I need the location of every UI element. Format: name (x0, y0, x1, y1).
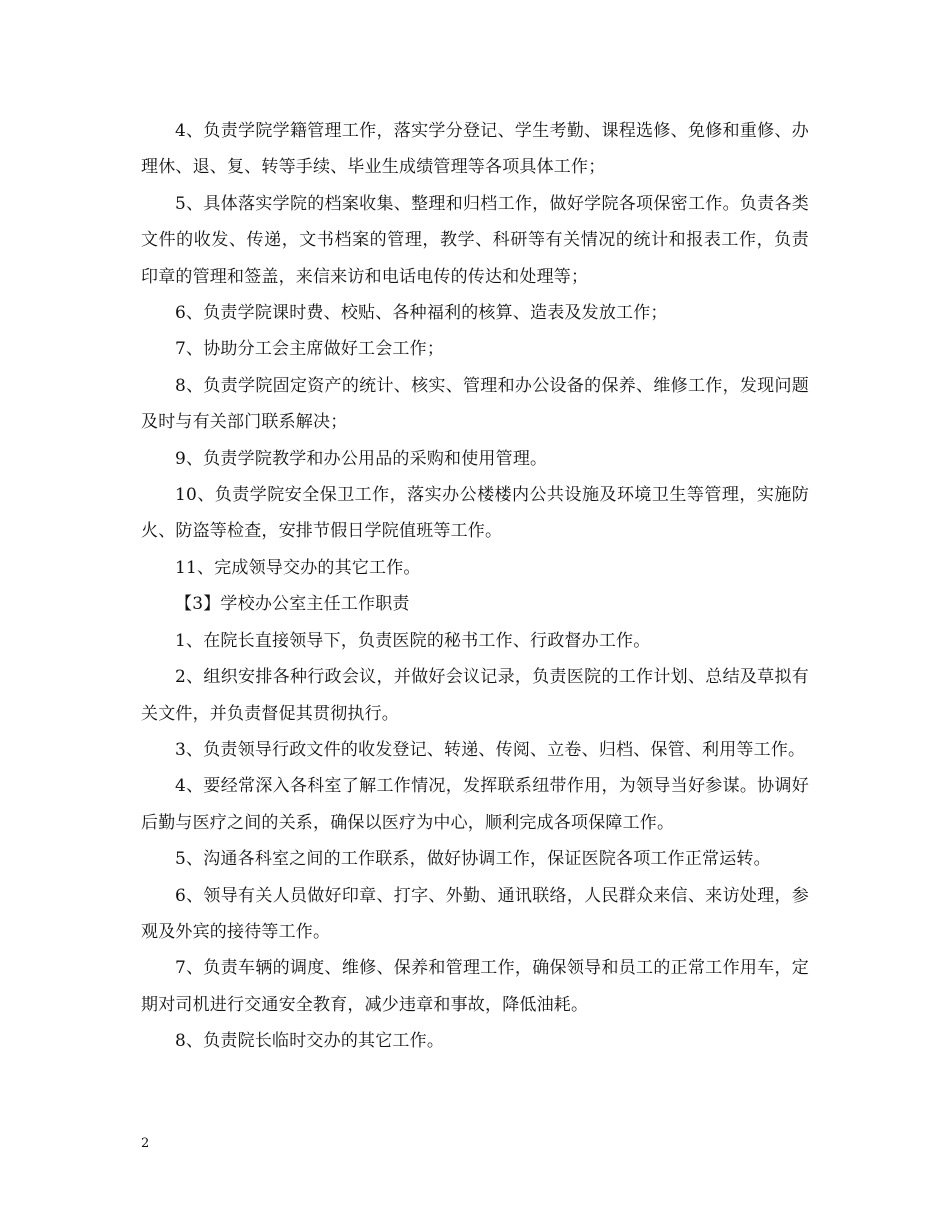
paragraph-15: 6、领导有关人员做好印章、打字、外勤、通讯联络，人民群众来信、来访处理，参观及外宾的接待等工作。 (141, 885, 809, 942)
paragraph-8: 11、完成领导交办的其它工作。 (175, 557, 421, 578)
paragraph-1: 4、负责学院学籍管理工作，落实学分登记、学生考勤、课程选修、免修和重修、办理休、退、复、转等手续、毕业生成绩管理等各项具体工作； (141, 121, 809, 178)
section-heading: 【3】学校办公室主任工作职责 (175, 594, 410, 615)
paragraph-17: 8、负责院长临时交办的其它工作。 (175, 1031, 445, 1052)
paragraph-5: 8、负责学院固定资产的统计、核实、管理和办公设备的保养、维修工作，发现问题及时与有关部门联系解决； (141, 375, 809, 433)
paragraph-14: 5、沟通各科室之间的工作联系，做好协调工作，保证医院各项工作正常运转。 (175, 849, 771, 870)
paragraph-4: 7、协助分工会主席做好工会工作； (175, 339, 445, 360)
paragraph-13: 4、要经常深入各科室了解工作情况，发挥联系纽带作用，为领导当好参谋。协调好后勤与医疗之间的关系，确保以医疗为中心，顺利完成各项保障工作。 (141, 776, 809, 833)
paragraph-7: 10、负责学院安全保卫工作，落实办公楼楼内公共设施及环境卫生等管理，实施防火、防盗等检查，安排节假日学院值班等工作。 (141, 485, 809, 542)
paragraph-10: 1、在院长直接领导下，负责医院的秘书工作、行政督办工作。 (175, 630, 651, 651)
paragraph-3: 6、负责学院课时费、校贴、各种福利的核算、造表及发放工作； (175, 303, 668, 324)
document-body (141, 113, 809, 1060)
paragraph-16: 7、负责车辆的调度、维修、保养和管理工作，确保领导和员工的正常工作用车，定期对司机进行交通安全教育，减少违章和事故，降低油耗。 (141, 958, 809, 1015)
paragraph-11: 2、组织安排各种行政会议，并做好会议记录，负责医院的工作计划、总结及草拟有关文件，并负责督促其贯彻执行。 (141, 667, 809, 724)
paragraph-12: 3、负责领导行政文件的收发登记、转递、传阅、立卷、归档、保管、利用等工作。 (175, 739, 806, 760)
paragraph-6: 9、负责学院教学和办公用品的采购和使用管理。 (175, 448, 548, 469)
page-number: 2 (141, 1136, 150, 1151)
paragraph-2: 5、具体落实学院的档案收集、整理和归档工作，做好学院各项保密工作。负责各类文件的收发、传递，文书档案的管理，教学、科研等有关情况的统计和报表工作，负责印章的管理和签盖，来信来访和电话电传的传达和处理等； (141, 193, 809, 287)
